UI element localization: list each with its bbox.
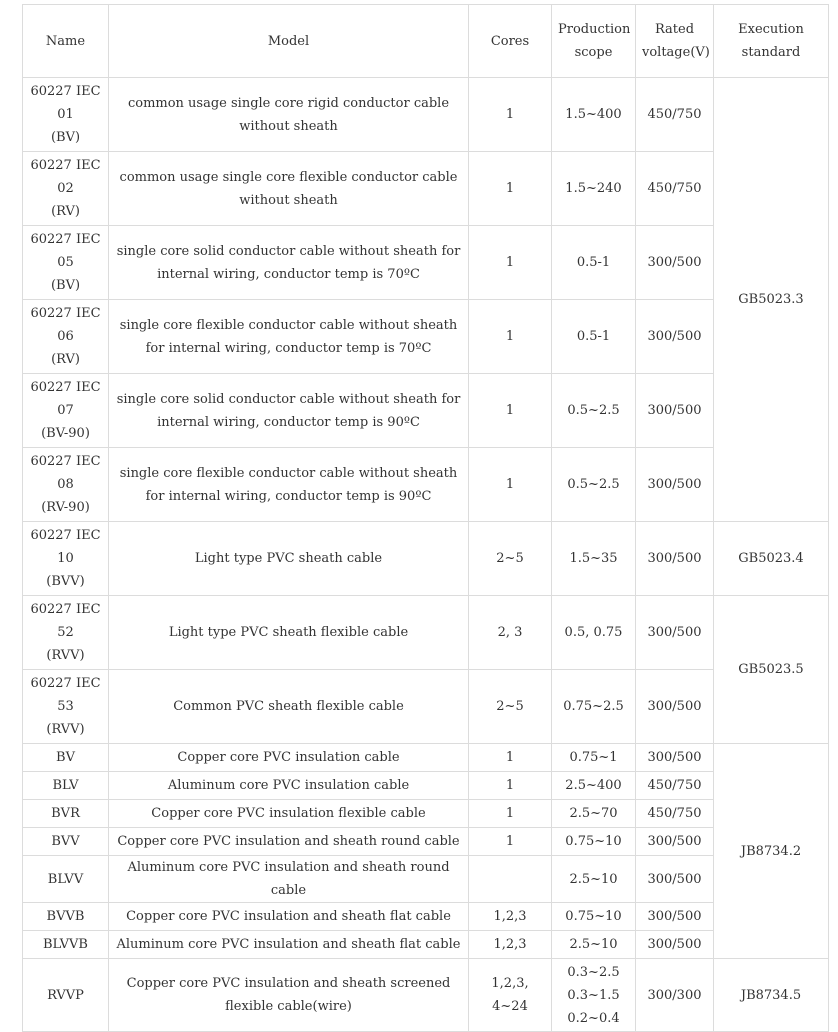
cell-scope: 1.5~400 — [552, 78, 636, 152]
cell-model: Light type PVC sheath cable — [109, 522, 469, 596]
cell-voltage: 300/500 — [636, 903, 714, 931]
cell-scope: 1.5~240 — [552, 152, 636, 226]
table-row — [23, 226, 829, 300]
cell-voltage: 450/750 — [636, 78, 714, 152]
cell-name: BVVB — [23, 903, 109, 931]
cell-model: Aluminum core PVC insulation and sheath flat cable — [109, 931, 469, 959]
cell-scope: 0.75~10 — [552, 903, 636, 931]
cell-model: common usage single core rigid conductor cable without sheath — [109, 78, 469, 152]
header-row — [23, 5, 829, 78]
cell-voltage: 300/500 — [636, 374, 714, 448]
header-rated-voltage: Rated voltage(V) — [636, 5, 714, 78]
cell-model: Aluminum core PVC insulation and sheath round cable — [109, 856, 469, 903]
cell-name: 60227 IEC 06 (RV) — [23, 300, 109, 374]
cell-cores — [469, 856, 552, 903]
table-row — [23, 448, 829, 522]
cell-scope: 0.5, 0.75 — [552, 596, 636, 670]
cell-model: single core solid conductor cable without sheath for internal wiring, conductor temp is 90ºC — [109, 374, 469, 448]
cell-model: common usage single core flexible conductor cable without sheath — [109, 152, 469, 226]
cell-model: Copper core PVC insulation cable — [109, 744, 469, 772]
table-row — [23, 800, 829, 828]
table-row — [23, 828, 829, 856]
cable-spec-table — [22, 4, 829, 1032]
cell-voltage: 300/500 — [636, 670, 714, 744]
cell-name: BLV — [23, 772, 109, 800]
cell-standard: JB8734.5 — [714, 959, 829, 1032]
cell-name: 60227 IEC 01 (BV) — [23, 78, 109, 152]
cell-voltage: 300/500 — [636, 226, 714, 300]
cell-voltage: 300/500 — [636, 522, 714, 596]
cell-cores: 1 — [469, 828, 552, 856]
cell-scope: 1.5~35 — [552, 522, 636, 596]
cell-name: 60227 IEC 52 (RVV) — [23, 596, 109, 670]
cell-name: 60227 IEC 08 (RV-90) — [23, 448, 109, 522]
cell-name: 60227 IEC 02 (RV) — [23, 152, 109, 226]
cell-model: Common PVC sheath flexible cable — [109, 670, 469, 744]
cell-voltage: 300/500 — [636, 931, 714, 959]
cell-cores: 1 — [469, 226, 552, 300]
cell-standard: GB5023.3 — [714, 78, 829, 522]
cell-scope: 0.5~2.5 — [552, 374, 636, 448]
header-cores: Cores — [469, 5, 552, 78]
cell-scope: 0.75~2.5 — [552, 670, 636, 744]
cell-voltage: 300/500 — [636, 828, 714, 856]
cell-scope: 0.5-1 — [552, 226, 636, 300]
cell-cores: 1 — [469, 300, 552, 374]
cell-voltage: 450/750 — [636, 772, 714, 800]
cell-voltage: 450/750 — [636, 152, 714, 226]
cell-model: single core flexible conductor cable without sheath for internal wiring, conductor temp is 90ºC — [109, 448, 469, 522]
cell-cores: 1,2,3 — [469, 903, 552, 931]
cell-standard: GB5023.5 — [714, 596, 829, 744]
table-row — [23, 856, 829, 903]
cell-name: 60227 IEC 07 (BV-90) — [23, 374, 109, 448]
header-production-scope: Production scope — [552, 5, 636, 78]
cell-cores: 2~5 — [469, 522, 552, 596]
cell-cores: 1 — [469, 744, 552, 772]
header-execution-standard: Execution standard — [714, 5, 829, 78]
table-row — [23, 903, 829, 931]
cell-name: BVR — [23, 800, 109, 828]
cell-name: RVVP — [23, 959, 109, 1032]
cell-standard: JB8734.2 — [714, 744, 829, 959]
table-row — [23, 522, 829, 596]
cell-cores: 1 — [469, 152, 552, 226]
cell-model: single core flexible conductor cable without sheath for internal wiring, conductor temp is 70ºC — [109, 300, 469, 374]
table-row — [23, 78, 829, 152]
cell-scope: 0.3~2.5 0.3~1.5 0.2~0.4 — [552, 959, 636, 1032]
cell-cores: 1,2,3 — [469, 931, 552, 959]
cell-name: 60227 IEC 10 (BVV) — [23, 522, 109, 596]
cell-model: Copper core PVC insulation flexible cable — [109, 800, 469, 828]
cell-name: BVV — [23, 828, 109, 856]
cell-name: 60227 IEC 05 (BV) — [23, 226, 109, 300]
cell-cores: 1,2,3, 4~24 — [469, 959, 552, 1032]
cell-voltage: 300/300 — [636, 959, 714, 1032]
cell-scope: 2.5~400 — [552, 772, 636, 800]
cell-model: Copper core PVC insulation and sheath screened flexible cable(wire) — [109, 959, 469, 1032]
cell-scope: 0.75~1 — [552, 744, 636, 772]
table-row — [23, 772, 829, 800]
table-row — [23, 744, 829, 772]
cell-scope: 0.5-1 — [552, 300, 636, 374]
cell-model: Aluminum core PVC insulation cable — [109, 772, 469, 800]
table-row — [23, 300, 829, 374]
cell-voltage: 300/500 — [636, 744, 714, 772]
header-name: Name — [23, 5, 109, 78]
cell-voltage: 450/750 — [636, 800, 714, 828]
cell-cores: 1 — [469, 374, 552, 448]
table-row — [23, 670, 829, 744]
cell-cores: 1 — [469, 800, 552, 828]
header-model: Model — [109, 5, 469, 78]
table-row — [23, 596, 829, 670]
cell-model: Copper core PVC insulation and sheath flat cable — [109, 903, 469, 931]
cell-name: BV — [23, 744, 109, 772]
cell-voltage: 300/500 — [636, 300, 714, 374]
cell-scope: 2.5~70 — [552, 800, 636, 828]
cell-model: single core solid conductor cable without sheath for internal wiring, conductor temp is 70ºC — [109, 226, 469, 300]
cell-cores: 2, 3 — [469, 596, 552, 670]
cell-scope: 0.5~2.5 — [552, 448, 636, 522]
table-row — [23, 931, 829, 959]
cell-name: 60227 IEC 53 (RVV) — [23, 670, 109, 744]
cell-cores: 1 — [469, 78, 552, 152]
cell-cores: 2~5 — [469, 670, 552, 744]
cell-model: Light type PVC sheath flexible cable — [109, 596, 469, 670]
table-row — [23, 959, 829, 1032]
cell-cores: 1 — [469, 772, 552, 800]
cell-scope: 0.75~10 — [552, 828, 636, 856]
cell-voltage: 300/500 — [636, 448, 714, 522]
cell-model: Copper core PVC insulation and sheath round cable — [109, 828, 469, 856]
cell-name: BLVV — [23, 856, 109, 903]
cell-cores: 1 — [469, 448, 552, 522]
cell-name: BLVVB — [23, 931, 109, 959]
cell-scope: 2.5~10 — [552, 856, 636, 903]
cell-voltage: 300/500 — [636, 596, 714, 670]
table-row — [23, 152, 829, 226]
cell-voltage: 300/500 — [636, 856, 714, 903]
table-row — [23, 374, 829, 448]
cell-scope: 2.5~10 — [552, 931, 636, 959]
cell-standard: GB5023.4 — [714, 522, 829, 596]
